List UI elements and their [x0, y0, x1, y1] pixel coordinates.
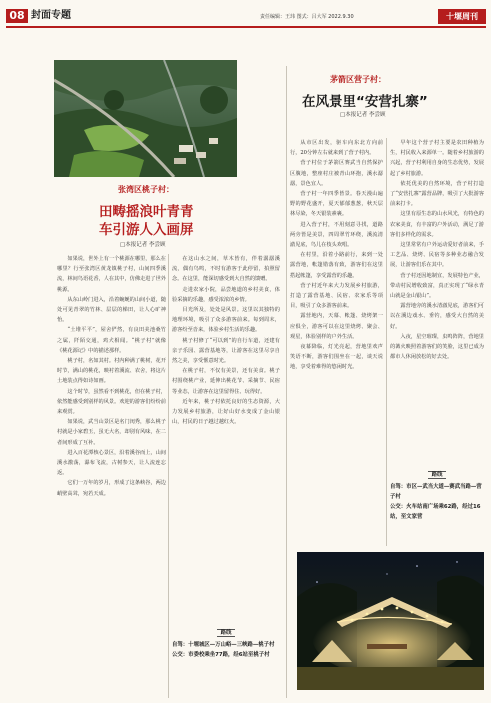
paragraph: 从市区出发，驱车向东北方向前行，20分钟左右就来到了营子村内。 [290, 140, 383, 157]
paragraph: 从东山岭门进入，沿着蜿蜒的山间小道，随处可见青翠的竹林、层层的梯田，让人心旷神怡。 [57, 296, 166, 324]
right-story-headline: 在风景里“安营扎寨” [302, 94, 428, 110]
paragraph: 在这山水之间，草木皆有，伴着潺潺溪流，偶有鸟鸣，不时有游客于此停留，拍照留念。在这里，能深切感受到大自然的馈赠。 [172, 256, 280, 283]
route-bus: 公交：市委校乘坐77路，经6站至桃子村 [172, 652, 270, 658]
paragraph: 如果说，武当山景区是名门闺秀，那么桃子村就是小家碧玉，虽无大名，却别有风味，在二者间形成了互补。 [57, 419, 166, 446]
paragraph: 这里常常有户外运动爱好者前来，手工艺品、烧烤、民宿等多种业态融合发展，让游客们乐在其中。 [390, 242, 484, 269]
column-divider [168, 254, 169, 698]
paragraph: 早年这个营子村主要是农田种植为生，村民收入来源单一。随着乡村旅游的兴起，营子村利用自身的生态优势，发展起了乡村旅游。 [390, 140, 484, 177]
right-story-column-2 [390, 138, 484, 456]
route-title: 路线 [428, 471, 447, 479]
route-bus: 公交：火车站南广场乘62路，经过16站，至文家营 [390, 504, 481, 520]
story-divider [286, 66, 287, 698]
paragraph: 入夜，星空璀璨，虫鸣阵阵，营地里的篝火映照着游客们的笑脸，这里已成为都市人休闲放松的好去处。 [390, 333, 484, 361]
left-story-column-1 [57, 254, 166, 700]
paragraph: 这个时节，虽然看不到桃花，但在桃子村，依然能感受到别样的风景。欢迎的游客们纷纷前来观赏。 [57, 388, 166, 416]
paragraph: 它们一万年的岁月，形成了这条峡谷，两边峭壁高耸，宛若天成。 [57, 480, 166, 497]
paragraph: 桃子村修了“可以到”的自行车道，还建有亲子乐园、露营基地等，让游客在这里尽享自然之美，享受惬意时光。 [172, 337, 280, 365]
paragraph: 营子村位于茅箭区赛武当自然保护区腹地，整座村庄被青山环抱，溪水潺潺，景色宜人。 [290, 160, 383, 187]
header-rule [6, 26, 486, 28]
route-title: 路线 [217, 629, 236, 637]
right-story-column-1 [290, 138, 383, 546]
paragraph: 桃子村，名如其村。村内种满了桃树，花开时节，满山的桃花，映衬着溪流、农舍，将这片土地装点得如诗如画。 [57, 358, 166, 385]
route-driving: 自驾：十堰城区—万山峪—三峡路—桃子村 [172, 642, 275, 648]
paragraph: 夜幕降临，灯光亮起，营地里欢声笑语不断，游客们围坐在一起，谈天说地，享受着难得的悠闲时光。 [290, 344, 383, 371]
paragraph: 目光所及，处处是风景。这里以其独特的地理环境，吸引了众多游客前来。每到周末，游客纷至沓来，体验乡村生活的乐趣。 [172, 307, 280, 334]
paragraph: 露营地内，天幕、帐篷、烧烤架一应俱全，游客可以在这里烧烤、聚会、观星，体验别样的户外生活。 [290, 313, 383, 340]
page-number: 08 [6, 9, 28, 23]
paragraph: “土堆平平”，屋舍俨然，有良田美池桑竹之属，阡陌交通，鸡犬相闻。“桃子村”就像《桃花源记》中的描述那样。 [57, 327, 166, 354]
page-header [0, 0, 491, 30]
right-story-route [390, 470, 484, 522]
paragraph: 如果说，世外上有一个桃源在哪里，那么在哪里？行至张湾区黄龙镇桃子村，山间四季溪流，林间鸟语花香，人在其中，仿佛走进了世外桃源。 [57, 256, 166, 293]
paragraph: 营子村还因地制宜，发展特色产业，带动村民增收致富，真正实现了“绿水青山就是金山银山”。 [390, 272, 484, 300]
paragraph: 营子村一年四季皆景。春天漫山遍野的野花盛开，夏天郁郁葱葱，秋天层林尽染，冬天银装素裹。 [290, 191, 383, 218]
paragraph: 露营地旁的溪水清澈见底，游客们可以在溪边戏水、垂钓，感受大自然的美好。 [390, 303, 484, 330]
editor-credits: 责任编辑：王玮 图式：吕大军 2022.9.30 [260, 14, 354, 20]
section-title: 封面专题 [31, 10, 71, 21]
paragraph: 走进农家小院，品尝地道的乡村美食，体验采摘的乐趣，感受浓浓的乡情。 [172, 286, 280, 303]
publication-brand: 十堰周刊 [438, 9, 486, 24]
paragraph: 进入百花潭核心景区，沿着溪谷而上，山间溪水激荡，瀑布飞流，古树参天，让人流连忘返。 [57, 449, 166, 477]
left-story-column-2 [172, 254, 280, 624]
paragraph: 在桃子村，不仅有美景，还有美食。桃子村围绕桃产业，延伸出桃花节、采摘节、民宿等业态，让游客在这里留得住、玩得好。 [172, 368, 280, 395]
left-story-headline-1: 田畴摇浪叶青青 [99, 204, 194, 220]
paragraph: 依托优美的自然环境，营子村打造了“安营扎寨”露营品牌，吸引了大批游客前来打卡。 [390, 180, 484, 208]
left-story-byline: □本报记者 李尝顾 [120, 242, 166, 248]
left-story-route [172, 628, 280, 660]
paragraph: 在村里，沿着小路前行，来到一处露营地，帐篷错落有致，游客们在这里搭起帐篷，享受露营的乐趣。 [290, 252, 383, 279]
paragraph: 进入营子村，不用刻意寻找，道路两旁皆是美景，四周翠竹环绕，溪流清澈见底，鸟儿在枝头欢唱。 [290, 221, 383, 249]
left-story-kicker: 张湾区桃子村： [118, 185, 174, 194]
route-driving: 自驾：市区—武当大道—赛武当路—营子村 [390, 484, 482, 500]
night-camping-photo [297, 552, 484, 690]
column-divider [386, 138, 387, 546]
paragraph: 这里有原生态的山水风光，有特色的农家美食，有丰富的户外活动，满足了游客们多样化的需求。 [390, 211, 484, 238]
left-story-headline-2: 车引游人入画屏 [99, 222, 194, 238]
paragraph: 近年来，桃子村依托良好的生态资源，大力发展乡村旅游，让好山好水变成了金山银山，村民的日子越过越红火。 [172, 398, 280, 426]
right-story-kicker: 茅箭区营子村： [330, 75, 386, 84]
paragraph: 营子村近年来大力发展乡村旅游，打造了露营基地、民宿、农家乐等项目，吸引了众多游客前来。 [290, 282, 383, 310]
right-story-byline: □本报记者 李尝顾 [340, 112, 386, 118]
village-aerial-photo [54, 60, 237, 177]
